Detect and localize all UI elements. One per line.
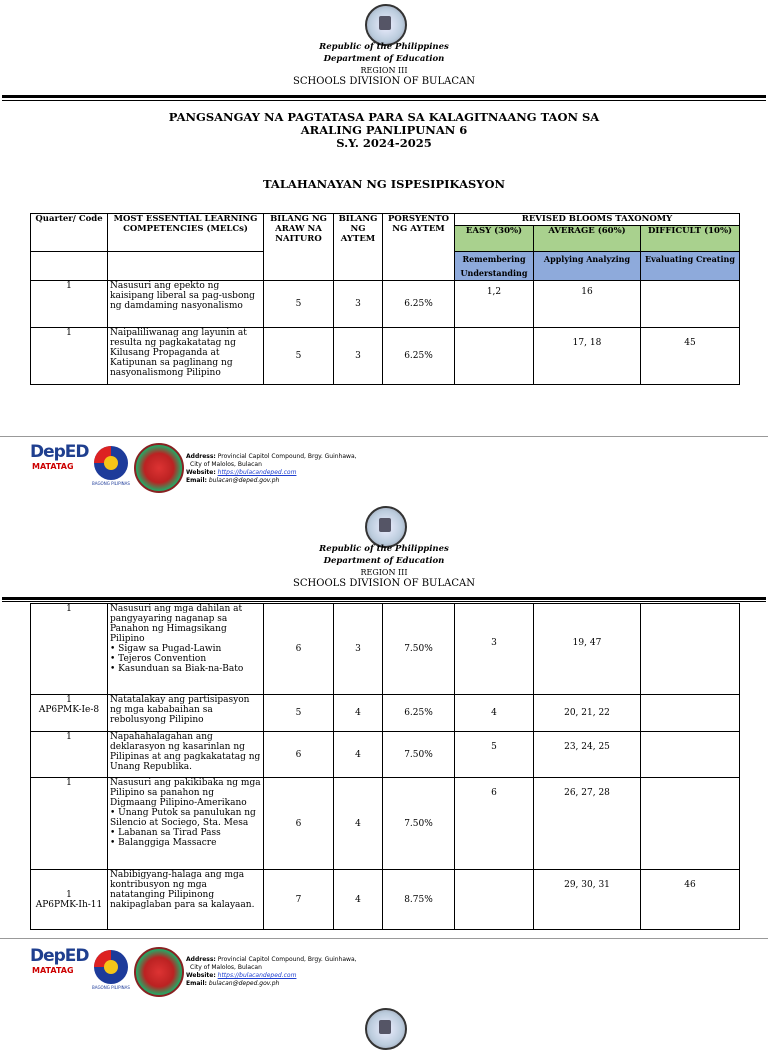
melc-cell: Naipaliliwanag ang layunin at resulta ng pagkakatatag ng Kilusang Propaganda at Katipunan sa paglinang ng nasyonalismong Pilipino bbox=[108, 328, 264, 385]
header-blooms: REVISED BLOOMS TAXONOMY bbox=[455, 214, 740, 226]
table-row bbox=[31, 695, 740, 732]
header-easy: EASY (30%) bbox=[455, 226, 534, 252]
days-cell: 7 bbox=[264, 870, 334, 930]
bagong-label: BAGONG PILIPINAS bbox=[92, 481, 130, 486]
division-text: SCHOOLS DIVISION OF BULACAN bbox=[293, 578, 475, 589]
difficult-cell: 45 bbox=[641, 328, 740, 385]
footer-rule bbox=[0, 436, 768, 437]
doc-title-line1: PANGSANGAY NA PAGTATASA PARA SA KALAGITNAANG TAON SA bbox=[168, 110, 600, 124]
address-text: Provincial Capitol Compound, Brgy. Guinhawa, bbox=[217, 453, 357, 460]
email-text: bulacan@deped.gov.ph bbox=[208, 477, 280, 484]
doc-title-line2: ARALING PANLIPUNAN 6 bbox=[300, 123, 468, 137]
quarter-cell: 1 bbox=[31, 328, 108, 385]
melc-cell: Nasusuri ang mga dahilan at pangyayaring naganap sa Panahon ng Himagsikang Pilipino • Sigaw sa Pugad-Lawin • Tejeros Convention • Kasunduan sa Biak-na-Bato bbox=[108, 604, 264, 695]
average-cell: 29, 30, 31 bbox=[534, 870, 641, 930]
header-difficult: DIFFICULT (10%) bbox=[641, 226, 740, 252]
items-cell: 3 bbox=[334, 281, 383, 328]
items-cell: 3 bbox=[334, 328, 383, 385]
sdo-bulacan-seal-icon bbox=[134, 443, 184, 493]
address-label: Address: bbox=[186, 453, 216, 460]
average-cell: 20, 21, 22 bbox=[534, 695, 641, 732]
easy-cell bbox=[455, 870, 534, 930]
deped-seal-icon bbox=[365, 4, 407, 46]
melc-cell: Nasusuri ang epekto ng kaisipang liberal sa pag-usbong ng damdaming nasyonalismo bbox=[108, 281, 264, 328]
bagong-label: BAGONG PILIPINAS bbox=[92, 985, 130, 990]
republic-text: Republic of the Philippines bbox=[319, 544, 449, 554]
tos-table-page2 bbox=[30, 603, 740, 930]
quarter-cell: 1 bbox=[31, 281, 108, 328]
average-cell: 26, 27, 28 bbox=[534, 778, 641, 870]
table-row bbox=[31, 281, 740, 328]
bagong-pilipinas-logo-icon bbox=[90, 444, 132, 486]
header-rule-thin bbox=[2, 601, 766, 602]
average-cell: 16 bbox=[534, 281, 641, 328]
deped-seal-icon bbox=[365, 506, 407, 548]
items-cell: 4 bbox=[334, 732, 383, 778]
percent-cell: 6.25% bbox=[383, 328, 455, 385]
difficult-cell bbox=[641, 281, 740, 328]
address-text-2: City of Malolos, Bulacan bbox=[190, 461, 262, 468]
percent-cell: 8.75% bbox=[383, 870, 455, 930]
region-text: REGION III bbox=[360, 66, 408, 75]
average-cell: 17, 18 bbox=[534, 328, 641, 385]
header-melcs: MOST ESSENTIAL LEARNING COMPETENCIES (MELCs) bbox=[108, 214, 264, 252]
footer-address-block bbox=[186, 453, 436, 485]
email-label: Email: bbox=[186, 477, 207, 484]
table-row bbox=[31, 732, 740, 778]
difficult-cell bbox=[641, 695, 740, 732]
melc-cell: Nasusuri ang pakikibaka ng mga Pilipino sa panahon ng Digmaang Pilipino-Amerikano • Unang Putok sa panulukan ng Silencio at Sociego, Sta. Mesa • Labanan sa Tirad Pass • Balanggiga Massacre bbox=[108, 778, 264, 870]
doc-title-line3: S.Y. 2024-2025 bbox=[336, 136, 432, 150]
melc-cell: Nabibigyang-halaga ang mga kontribusyon ng mga natatanging Pilipinong nakipaglaban para sa kalayaan. bbox=[108, 870, 264, 930]
header-rule-thin bbox=[2, 100, 766, 101]
code-text: AP6PMK-Ie-8 bbox=[38, 705, 100, 715]
email-label: Email: bbox=[186, 980, 207, 987]
quarter-code-cell bbox=[31, 870, 108, 930]
difficult-cell bbox=[641, 604, 740, 695]
percent-cell: 7.50% bbox=[383, 604, 455, 695]
address-text-2: City of Malolos, Bulacan bbox=[190, 964, 262, 971]
header-blank-cell bbox=[108, 252, 264, 281]
department-text: Department of Education bbox=[323, 556, 445, 566]
website-label: Website: bbox=[186, 469, 216, 476]
percent-cell: 7.50% bbox=[383, 778, 455, 870]
percent-cell: 7.50% bbox=[383, 732, 455, 778]
items-cell: 4 bbox=[334, 778, 383, 870]
header-days: BILANG NG ARAW NA NAITURO bbox=[264, 214, 334, 281]
average-cell: 23, 24, 25 bbox=[534, 732, 641, 778]
percent-cell: 6.25% bbox=[383, 695, 455, 732]
quarter-code-cell bbox=[31, 695, 108, 732]
table-row bbox=[31, 870, 740, 930]
deped-matatag-logo bbox=[30, 946, 89, 975]
header-quarter: Quarter/ Code bbox=[31, 214, 108, 252]
email-text: bulacan@deped.gov.ph bbox=[208, 980, 280, 987]
items-cell: 3 bbox=[334, 604, 383, 695]
quarter-cell: 1 bbox=[31, 732, 108, 778]
easy-cell: 6 bbox=[455, 778, 534, 870]
items-cell: 4 bbox=[334, 695, 383, 732]
days-cell: 6 bbox=[264, 604, 334, 695]
quarter-text: 1 bbox=[66, 695, 72, 705]
days-cell: 6 bbox=[264, 778, 334, 870]
easy-cell bbox=[455, 328, 534, 385]
header-blank-cell bbox=[31, 252, 108, 281]
tos-table-page1 bbox=[30, 213, 740, 385]
melc-cell: Napahahalagahan ang deklarasyon ng kasarinlan ng Pilipinas at ang pagkakatatag ng Unang Republika. bbox=[108, 732, 264, 778]
region-text: REGION III bbox=[360, 568, 408, 577]
percent-cell: 6.25% bbox=[383, 281, 455, 328]
header-items: BILANG NG AYTEM bbox=[334, 214, 383, 281]
republic-text: Republic of the Philippines bbox=[319, 42, 449, 52]
address-text: Provincial Capitol Compound, Brgy. Guinhawa, bbox=[217, 956, 357, 963]
sdo-bulacan-seal-icon bbox=[134, 947, 184, 997]
website-link[interactable]: https://bulacandeped.com bbox=[217, 972, 297, 979]
doc-subtitle: TALAHANAYAN NG ISPESIPIKASYON bbox=[262, 177, 506, 191]
matatag-logo-text: MATATAG bbox=[32, 966, 74, 975]
difficult-cell bbox=[641, 732, 740, 778]
code-text: AP6PMK-Ih-11 bbox=[35, 899, 103, 910]
quarter-cell: 1 bbox=[31, 778, 108, 870]
table-row bbox=[31, 778, 740, 870]
days-cell: 5 bbox=[264, 281, 334, 328]
easy-cell: 5 bbox=[455, 732, 534, 778]
header-average: AVERAGE (60%) bbox=[534, 226, 641, 252]
average-cell: 19, 47 bbox=[534, 604, 641, 695]
header-average-sub: Applying Analyzing bbox=[534, 252, 641, 281]
bagong-pilipinas-logo-icon bbox=[90, 948, 132, 990]
division-text: SCHOOLS DIVISION OF BULACAN bbox=[293, 76, 475, 87]
days-cell: 5 bbox=[264, 695, 334, 732]
quarter-text: 1 bbox=[66, 889, 72, 900]
days-cell: 5 bbox=[264, 328, 334, 385]
deped-seal-icon bbox=[365, 1008, 407, 1050]
easy-cell: 1,2 bbox=[455, 281, 534, 328]
quarter-cell: 1 bbox=[31, 604, 108, 695]
header-difficult-sub: Evaluating Creating bbox=[641, 252, 740, 281]
header-rule bbox=[2, 95, 766, 98]
items-cell: 4 bbox=[334, 870, 383, 930]
footer-address-block bbox=[186, 956, 436, 988]
website-link[interactable]: https://bulacandeped.com bbox=[217, 469, 297, 476]
website-label: Website: bbox=[186, 972, 216, 979]
easy-cell: 3 bbox=[455, 604, 534, 695]
easy-cell: 4 bbox=[455, 695, 534, 732]
deped-logo-text: DepED bbox=[30, 946, 89, 966]
address-label: Address: bbox=[186, 956, 216, 963]
table-row bbox=[31, 604, 740, 695]
difficult-cell bbox=[641, 778, 740, 870]
deped-logo-text: DepED bbox=[30, 442, 89, 462]
header-rule bbox=[2, 597, 766, 600]
matatag-logo-text: MATATAG bbox=[32, 462, 74, 471]
footer-rule bbox=[0, 938, 768, 939]
department-text: Department of Education bbox=[323, 54, 445, 64]
melc-cell: Natatalakay ang partisipasyon ng mga kababaihan sa rebolusyong Pilipino bbox=[108, 695, 264, 732]
deped-matatag-logo bbox=[30, 442, 89, 471]
header-percent: PORSYENTO NG AYTEM bbox=[383, 214, 455, 281]
header-easy-sub: Remembering Understanding bbox=[455, 252, 534, 281]
difficult-cell: 46 bbox=[641, 870, 740, 930]
days-cell: 6 bbox=[264, 732, 334, 778]
table-row bbox=[31, 328, 740, 385]
